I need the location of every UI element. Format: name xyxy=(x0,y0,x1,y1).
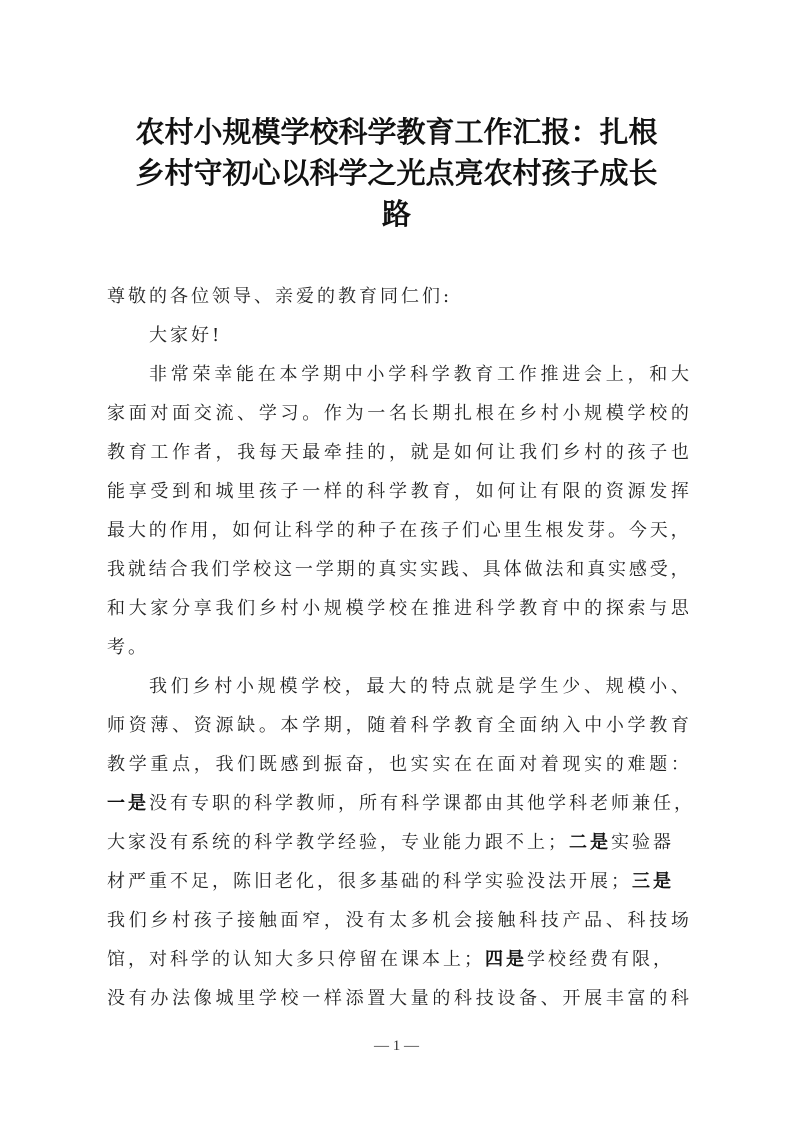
text-line: 非 常 荣 幸 能 在 本 学 期 中 小 学 科 学 教 育 工 作 推 进 会 上 ， 和 大 xyxy=(149,364,689,385)
document-title xyxy=(100,112,693,235)
text-line: 我 就 结 合 我 们 学 校 这 一 学 期 的 真 实 实 践 、 具 体 做 法 和 真 实 感 受 ， xyxy=(107,559,689,580)
text-line: 教 育 工 作 者 ， 我 每 天 最 牵 挂 的 ， 就 是 如 何 让 我 们 乡 村 的 孩 子 也 xyxy=(107,442,689,463)
text-span: 没有专职的科学教师，所有科学课都由其他学科老师兼任， xyxy=(149,793,695,814)
document-body xyxy=(107,282,695,1023)
title-line-1: 农村小规模学校科学教育工作汇报：扎根 xyxy=(135,115,658,149)
text-line: 师 资 薄 、 资 源 缺 。 本 学 期 ， 随 着 科 学 教 育 全 面 纳 入 中 小 学 教 育 xyxy=(107,715,689,736)
text-line: 我 们 乡 村 孩 子 接 触 面 窄 ， 没 有 太 多 机 会 接 触 科 技 产 品 、 科 技 场 xyxy=(107,910,689,931)
text-line: 教 学 重 点 ， 我 们 既 感 到 振 奋 ， 也 实 实 在 在 面 对 着 现 实 的 难 题 ： xyxy=(107,754,689,775)
text-line: 我 们 乡 村 小 规 模 学 校 ， 最 大 的 特 点 就 是 学 生 少 、 规 模 小 、 xyxy=(149,676,689,697)
paragraph-1 xyxy=(107,360,689,672)
title-line-3: 路 xyxy=(381,197,411,231)
text-line xyxy=(107,867,689,906)
page-number: — 1 — xyxy=(374,1038,419,1054)
text-line: 没 有 办 法 像 城 里 学 校 一 样 添 置 大 量 的 科 技 设 备 、 开 展 丰 富 的 科 xyxy=(107,988,689,1009)
text-line xyxy=(107,789,695,828)
title-line-2: 乡村守初心以科学之光点亮农村孩子成长 xyxy=(135,156,658,190)
text-line xyxy=(107,828,689,867)
text-line xyxy=(107,945,689,984)
text-span: 实验器 xyxy=(611,832,674,853)
text-span: 材严重不足，陈旧老化，很多基础的科学实验没法开展； xyxy=(107,871,632,892)
salutation: 尊敬的各位领导、亲爱的教育同仁们: xyxy=(107,286,453,307)
paragraph-2 xyxy=(107,672,695,1023)
text-line: 最 大 的 作 用 ， 如 何 让 科 学 的 种 子 在 孩 子 们 心 里 生 根 发 芽 。 今 天 ， xyxy=(107,520,689,541)
text-span: 大家没有系统的科学教学经验，专业能力跟不上； xyxy=(107,832,569,853)
bold-marker: 三是 xyxy=(632,871,674,892)
greeting: 大家好! xyxy=(149,325,223,346)
bold-marker: 二是 xyxy=(569,832,611,853)
bold-marker: 四是 xyxy=(485,949,527,970)
bold-marker: 一是 xyxy=(107,793,149,814)
text-line: 能 享 受 到 和 城 里 孩 子 一 样 的 科 学 教 育 ， 如 何 让 有 限 的 资 源 发 挥 xyxy=(107,481,689,502)
text-line: 和 大 家 分 享 我 们 乡 村 小 规 模 学 校 在 推 进 科 学 教 育 中 的 探 索 与 思 xyxy=(107,598,689,619)
text-span: 学校经费有限， xyxy=(527,949,674,970)
text-line: 考。 xyxy=(107,637,149,658)
text-span: 馆，对科学的认知大多只停留在课本上； xyxy=(107,949,485,970)
text-line: 家 面 对 面 交 流 、 学 习 。 作 为 一 名 长 期 扎 根 在 乡 村 小 规 模 学 校 的 xyxy=(107,403,689,424)
